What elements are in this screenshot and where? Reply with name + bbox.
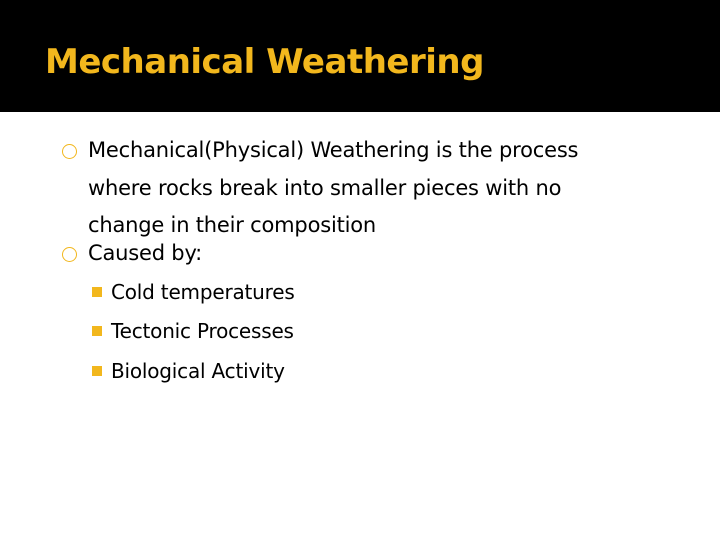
sub-bullet-cold-temperatures [92, 277, 652, 307]
title-bar [0, 0, 720, 112]
sub-bullet-biological-activity [92, 356, 652, 386]
bullet-definition [62, 132, 662, 245]
slide-title: Mechanical Weathering [45, 42, 484, 82]
bullet-caused-by-label: Caused by: [88, 241, 203, 265]
bullet-definition-line-2: where rocks break into smaller pieces with no [88, 175, 562, 200]
sub-bullet-tectonic-processes [92, 316, 652, 346]
hollow-circle-bullet-icon [62, 247, 77, 262]
square-bullet-icon [92, 366, 102, 376]
bullet-caused-by [62, 235, 662, 273]
hollow-circle-bullet-icon [62, 144, 77, 159]
sub-bullet-label: Cold temperatures [111, 280, 295, 304]
bullet-definition-line-3: change in their composition [88, 213, 377, 237]
sub-bullet-label: Tectonic Processes [111, 319, 294, 343]
square-bullet-icon [92, 326, 102, 336]
bullet-definition-line-1: Mechanical(Physical) Weathering is the process [88, 138, 579, 162]
square-bullet-icon [92, 287, 102, 297]
sub-bullet-label: Biological Activity [111, 359, 285, 383]
